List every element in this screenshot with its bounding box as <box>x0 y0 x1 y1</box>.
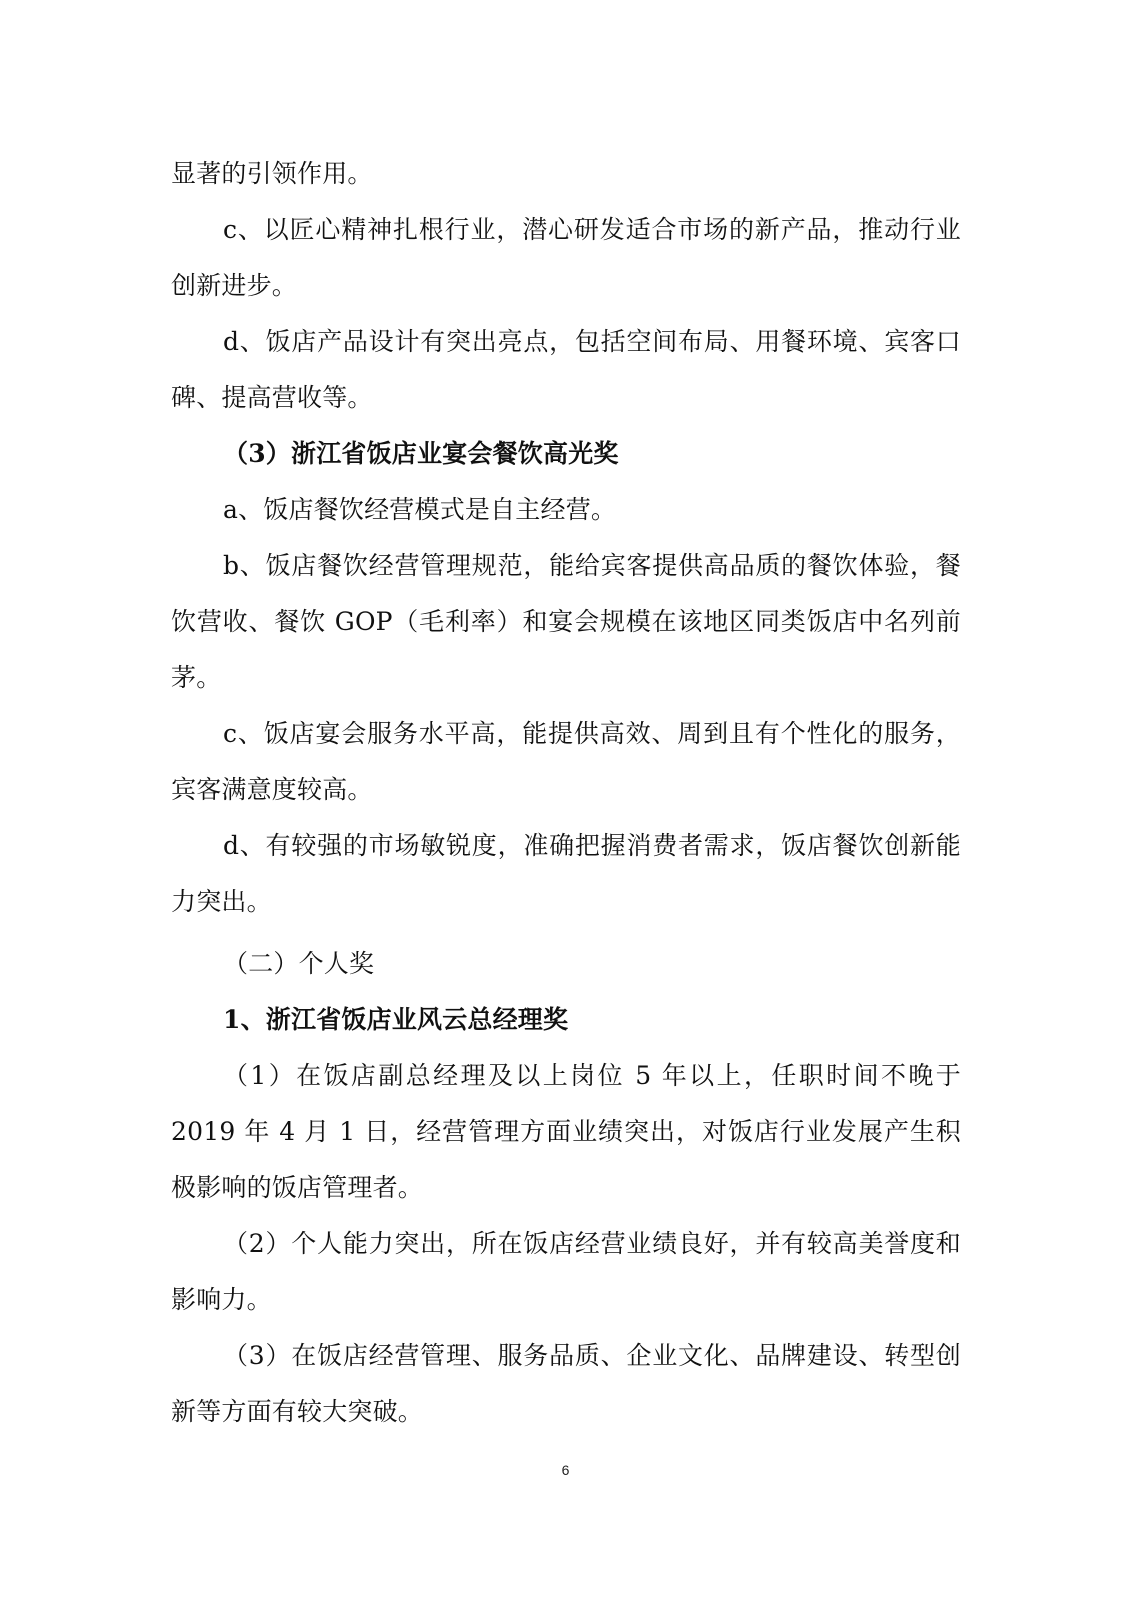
subheading-banquet-award: （3）浙江省饭店业宴会餐饮高光奖 <box>223 439 619 468</box>
section-heading-personal-award: （二）个人奖 <box>223 949 375 978</box>
paragraph-continuation: 显著的引领作用。 <box>171 159 373 188</box>
paragraph-criterion-1: （1）在饭店副总经理及以上岗位 5 年以上，任职时间不晚于 2019 年 4 月 1 日，经营管理方面业绩突出，对饭店行业发展产生积极影响的饭店管理者。 <box>171 1061 961 1202</box>
document-body <box>171 146 961 1440</box>
paragraph-criterion-3: （3）在饭店经营管理、服务品质、企业文化、品牌建设、转型创新等方面有较大突破。 <box>171 1341 961 1426</box>
paragraph-item-c: c、以匠心精神扎根行业，潜心研发适合市场的新产品，推动行业创新进步。 <box>171 215 961 300</box>
paragraph-criterion-2: （2）个人能力突出，所在饭店经营业绩良好，并有较高美誉度和影响力。 <box>171 1229 961 1314</box>
paragraph-item-d: d、饭店产品设计有突出亮点，包括空间布局、用餐环境、宾客口碑、提高营收等。 <box>171 327 961 412</box>
paragraph-item-b: b、饭店餐饮经营管理规范，能给宾客提供高品质的餐饮体验，餐饮营收、餐饮 GOP（毛利率）和宴会规模在该地区同类饭店中名列前茅。 <box>171 551 961 692</box>
paragraph-item-c-2: c、饭店宴会服务水平高，能提供高效、周到且有个性化的服务，宾客满意度较高。 <box>171 719 961 804</box>
paragraph-item-a: a、饭店餐饮经营模式是自主经营。 <box>223 495 617 524</box>
page-number: 6 <box>561 1462 570 1478</box>
paragraph-item-d-2: d、有较强的市场敏锐度，准确把握消费者需求，饭店餐饮创新能力突出。 <box>171 831 961 916</box>
subheading-general-manager-award: 1、浙江省饭店业风云总经理奖 <box>223 1005 569 1034</box>
